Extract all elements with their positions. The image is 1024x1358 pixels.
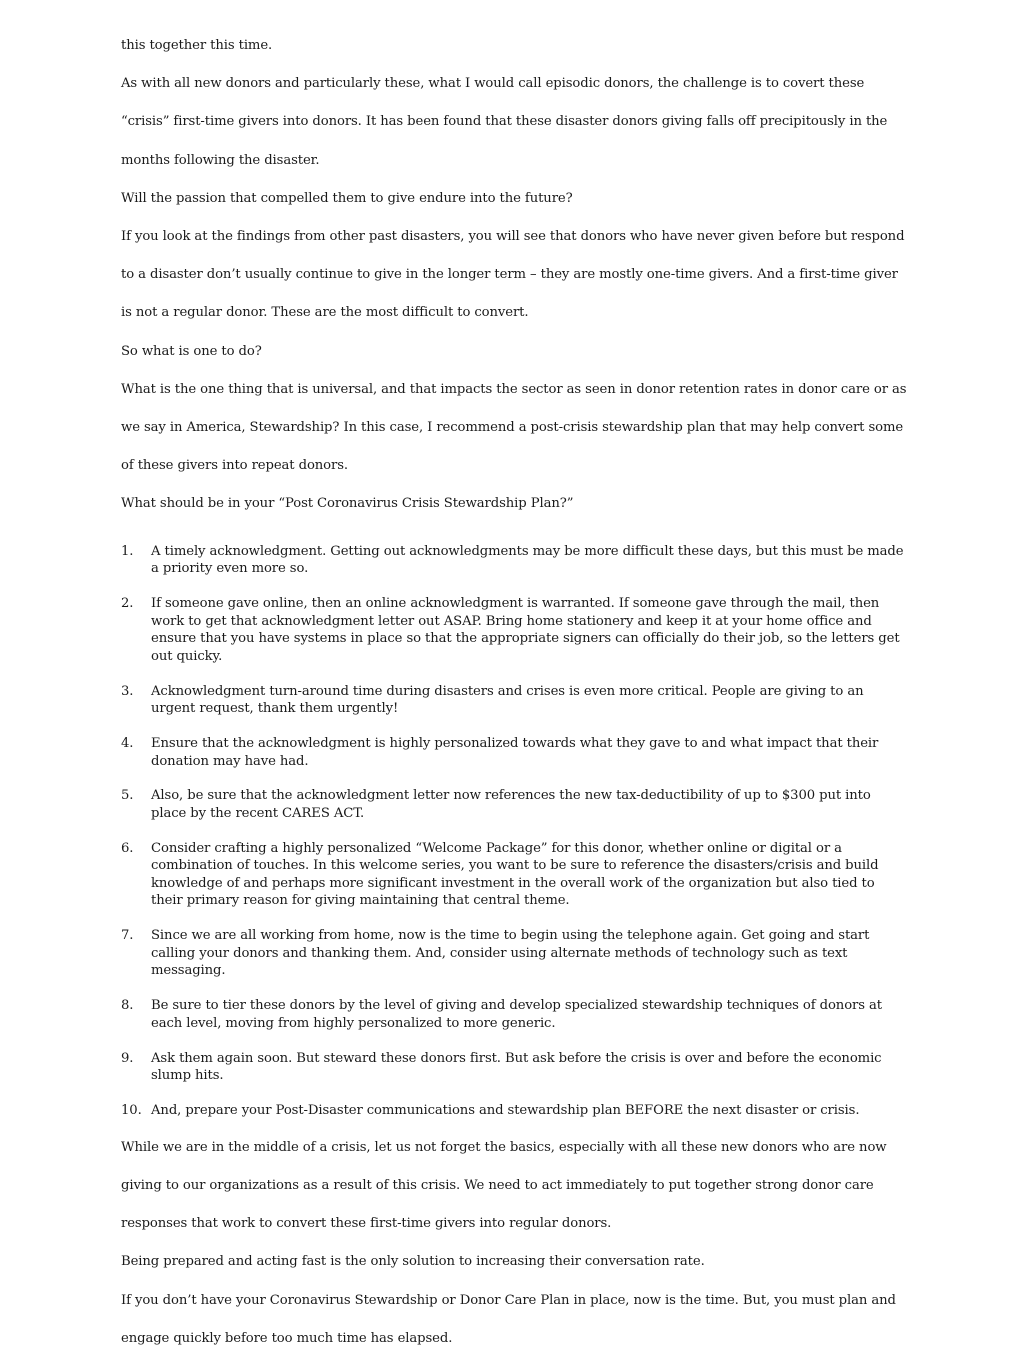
list-item-number: 1. [121,543,134,559]
list-item [121,1050,907,1085]
list-item [121,543,907,578]
paragraph-acting-fast: Being prepared and acting fast is the only solution to increasing their conversation rate. [121,1254,705,1270]
list-item-number: 10. [121,1102,142,1118]
list-item [121,683,907,718]
list-item-text: Acknowledgment turn-around time during disasters and crises is even more critical. People are giving to an urgent request, thank them urgently! [151,683,864,717]
paragraph-stewardship: What is the one thing that is universal, and that impacts the sector as seen in donor retention rates in donor care or as we say in America, Stewardship? In this case, I recommend a post-crisis stewardship plan that may help convert some of these givers into repeat donors. [121,381,907,474]
paragraph-past-disasters: If you look at the findings from other past disasters, you will see that donors who have never given before but respond to a disaster don’t usually continue to give in the longer term – they are mostly one-time givers. And a first-time giver is not a regular donor. These are the most difficult to convert. [121,229,905,321]
paragraph-basics: While we are in the middle of a crisis, let us not forget the basics, especially with all these new donors who are now giving to our organizations as a result of this crisis. We need to act immediately to put together strong donor care responses that work to convert these first-time givers into regular donors. [121,1139,887,1232]
list-item-text: Ensure that the acknowledgment is highly personalized towards what they gave to and what impact that their donation may have had. [151,735,879,769]
list-item [121,1102,907,1120]
list-item-text: A timely acknowledgment. Getting out acknowledgments may be more difficult these days, but this must be made a priority even more so. [151,543,904,577]
list-item [121,735,907,770]
list-item-number: 3. [121,683,134,699]
list-item-text: Also, be sure that the acknowledgment letter now references the new tax-deductibility of up to $300 put into place by the recent CARES ACT. [151,788,871,821]
list-item-number: 8. [121,998,134,1014]
list-item [121,927,907,980]
list-item-number: 7. [121,928,134,944]
list-item-number: 9. [121,1050,134,1066]
list-item-number: 5. [121,788,134,804]
paragraph-passion-question: Will the passion that compelled them to give endure into the future? [121,190,573,206]
paragraph-continuation: this together this time. [121,38,273,53]
list-item-text: If someone gave online, then an online acknowledgment is warranted. If someone gave through the mail, then work to get that acknowledgment letter out ASAP. Bring home stationery and keep it at your home office and ensure that you have systems in place so that the appropriate signers can officially do their job, so the letters get out quicky. [151,596,900,664]
list-item-number: 6. [121,840,134,856]
list-item-text: Be sure to tier these donors by the level of giving and develop specialized stewardship techniques of donors at each level, moving from highly personalized to more generic. [151,998,882,1031]
list-item-number: 4. [121,735,134,751]
list-item-number: 2. [121,596,134,612]
list-item-text: Consider crafting a highly personalized “Welcome Package” for this donor, whether online or digital or a combination of touches. In this welcome series, you want to be sure to reference the disasters/crisis and build knowledge of and perhaps more significant investment in the overall work of the organization but also tied to their primary reason for giving maintaining that central theme. [151,840,879,909]
list-item-text: Ask them again soon. But steward these donors first. But ask before the crisis is over and before the economic slump hits. [151,1050,882,1084]
list-item [121,787,907,822]
list-item-text: Since we are all working from home, now is the time to begin using the telephone again. Get going and start calling your donors and thanking them. And, consider using alternate methods of technology such as text messaging. [151,928,870,979]
paragraph-plan-now: If you don’t have your Coronavirus Stewardship or Donor Care Plan in place, now is the time. But, you must plan and engage quickly before too much time has elapsed. [121,1292,896,1346]
stewardship-plan-list [121,543,907,1120]
closing-section [121,1129,907,1358]
list-item [121,840,907,910]
paragraph-what-to-do: So what is one to do? [121,343,262,359]
list-item [121,997,907,1032]
list-item-text: And, prepare your Post-Disaster communications and stewardship plan BEFORE the next disaster or crisis. [151,1102,860,1118]
paragraph-episodic-donors: As with all new donors and particularly these, what I would call episodic donors, the challenge is to covert these “crisis” first-time givers into donors. It has been found that these disaster donors giving falls off precipitously in the months following the disaster. [121,76,888,168]
list-item [121,595,907,665]
document-page [121,27,907,1358]
paragraph-plan-question: What should be in your “Post Coronavirus Crisis Stewardship Plan?” [121,496,574,512]
